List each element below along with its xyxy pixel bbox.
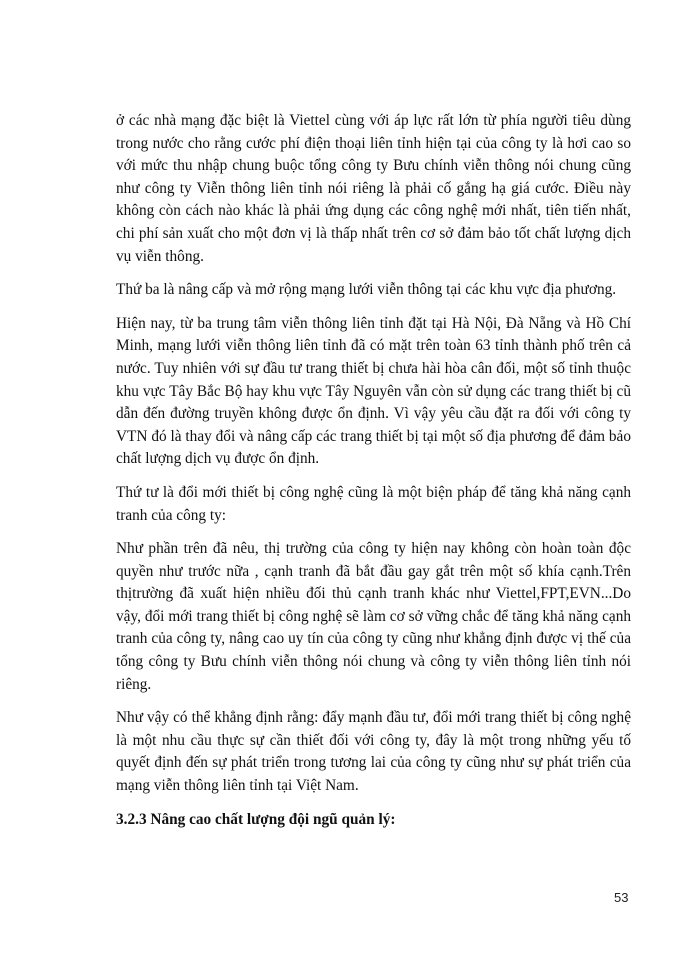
paragraph-third-point: Thứ ba là nâng cấp và mở rộng mạng lưới viễn thông tại các khu vực địa phương. (116, 281, 617, 299)
paragraph-conclusion: Như vậy có thể khẳng định rằng: đẩy mạnh đầu tư, đổi mới trang thiết bị công nghệ là một nhu cầu thực sự cần thiết đối với công ty, đây là một trong những yếu tố quyết định đến sự phát triển trong tương lai của công ty cũng như sự phát triển của mạng viễn thông liên tỉnh tại Việt Nam. (116, 709, 631, 795)
paragraph-competition: Như phần trên đã nêu, thị trường của công ty hiện nay không còn hoàn toàn độc quyền như trước nữa , cạnh tranh đã bắt đầu gay gắt trên một số khía cạnh.Trên thịtrường đã xuất hiện nhiều đối thủ cạnh tranh khác như Viettel,FPT,EVN...Do vậy, đổi mới trang thiết bị công nghệ sẽ làm cơ sở vững chắc để tăng khả năng cạnh tranh của công ty, nâng cao uy tín của công ty cũng như khẳng định được vị thế của tổng công ty Bưu chính viễn thông nói chung và công ty viễn thông liên tỉnh nói riêng. (116, 540, 631, 693)
paragraph-intro-continuation: ở các nhà mạng đặc biệt là Viettel cùng với áp lực rất lớn từ phía người tiêu dùng trong nước cho rằng cước phí điện thoại liên tỉnh hiện tại của công ty là hơi cao so với mức thu nhập chung buộc tổng công ty Bưu chính viễn thông nói chung cũng như công ty Viễn thông liên tỉnh nói riêng là phải cố gắng hạ giá cước. Điều này không còn cách nào khác là phải ứng dụng các công nghệ mới nhất, tiên tiến nhất, chi phí sản xuất cho một đơn vị là thấp nhất trên cơ sở đảm bảo tốt chất lượng dịch vụ viễn thông. (116, 112, 631, 265)
paragraph-network-status: Hiện nay, từ ba trung tâm viễn thông liên tỉnh đặt tại Hà Nội, Đà Nẵng và Hồ Chí Minh, mạng lưới viễn thông liên tỉnh đã có mặt trên toàn 63 tỉnh thành phố trên cả nước. Tuy nhiên với sự đầu tư trang thiết bị chưa hài hòa cân đối, một số tỉnh thuộc khu vực Tây Bắc Bộ hay khu vực Tây Nguyên vẫn còn sử dụng các trang thiết bị cũ dẫn đến đường truyền không được ổn định. Vì vậy yêu cầu đặt ra đối với công ty VTN đó là thay đổi và nâng cấp các trang thiết bị tại một số địa phương để đảm bảo chất lượng dịch vụ được ổn định. (116, 314, 631, 468)
page-body (116, 110, 631, 831)
paragraph-fourth-point: Thứ tư là đổi mới thiết bị công nghệ cũng là một biện pháp để tăng khả năng cạnh tranh của công ty: (116, 483, 631, 524)
page-number: 53 (614, 890, 629, 905)
section-heading: 3.2.3 Nâng cao chất lượng đội ngũ quản lý: (116, 810, 396, 828)
